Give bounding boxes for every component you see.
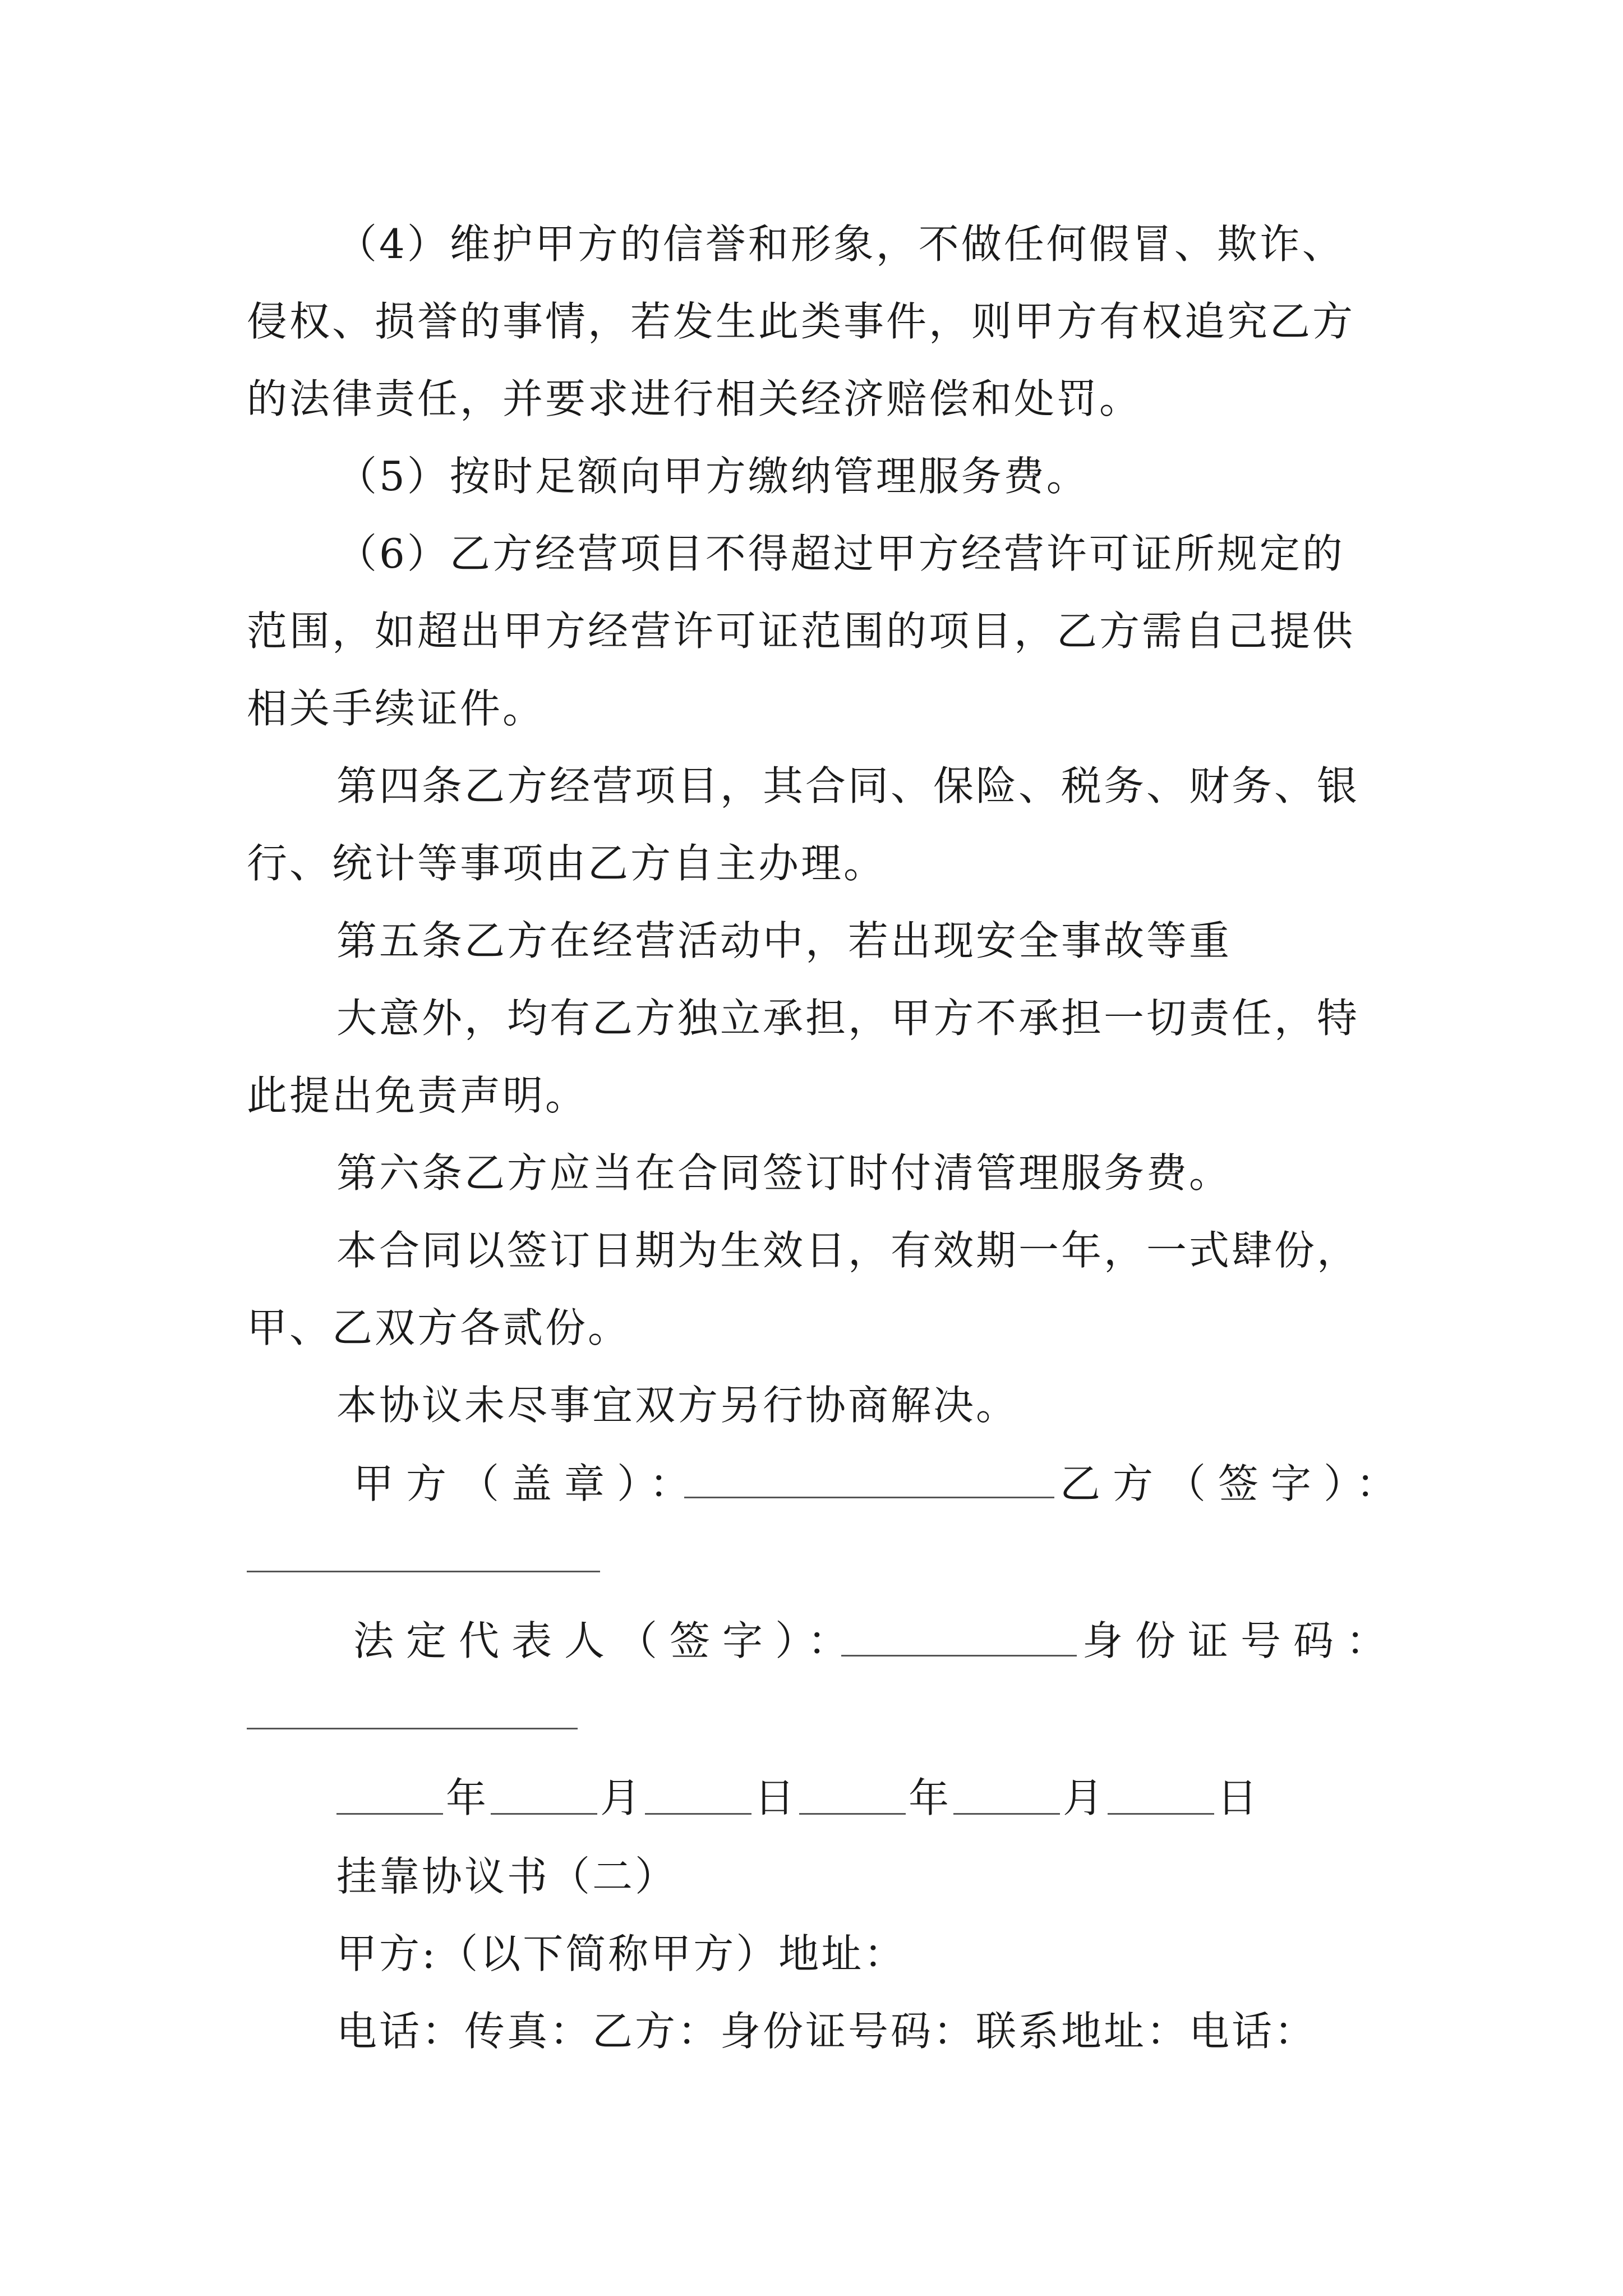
legal-rep-label: 法定代表人（签字）： (353, 1617, 861, 1664)
article-4-line-2: 行、统计等事项由乙方自主办理。 (247, 840, 887, 887)
day-2-label: 日 (1217, 1774, 1260, 1821)
article-4-line-1: 第四条乙方经营项目，其合同、保险、税务、财务、银 (336, 762, 1360, 809)
day-1-blank (645, 1813, 751, 1815)
id-number-label: 身份证号码： (1082, 1617, 1399, 1664)
clause-6-line-3: 相关手续证件。 (247, 685, 546, 732)
clause-4-line-2: 侵权、损誉的事情，若发生此类事件，则甲方有权追究乙方 (247, 298, 1355, 345)
year-1-label: 年 (446, 1774, 489, 1821)
month-1-label: 月 (600, 1774, 643, 1821)
clause-6-line-1: （6）乙方经营项目不得超过甲方经营许可证所规定的 (336, 530, 1345, 577)
legal-rep-blank (841, 1655, 1077, 1657)
contract-term-line-3: 本协议未尽事宜双方另行协商解决。 (336, 1382, 1019, 1429)
year-2-label: 年 (909, 1774, 952, 1821)
party-b-signature-blank (247, 1571, 600, 1572)
article-6-line-1: 第六条乙方应当在合同签订时付清管理服务费。 (336, 1149, 1232, 1197)
article-5-line-3: 此提出免责声明。 (247, 1072, 588, 1119)
clause-6-line-2: 范围，如超出甲方经营许可证范围的项目，乙方需自己提供 (247, 608, 1355, 655)
party-b-signature-label: 乙方（签字）： (1060, 1460, 1409, 1507)
party-a-seal-label: 甲方（盖章）： (353, 1460, 703, 1507)
contract-term-line-1: 本合同以签订日期为生效日，有效期一年，一式肆份， (336, 1227, 1360, 1274)
day-2-blank (1108, 1813, 1214, 1815)
month-2-label: 月 (1063, 1774, 1106, 1821)
party-a-seal-blank (684, 1497, 1054, 1498)
second-agreement-title: 挂靠协议书（二） (336, 1853, 678, 1900)
month-2-blank (953, 1813, 1060, 1815)
month-1-blank (491, 1813, 597, 1815)
second-agreement-party-a: 甲方:（以下简称甲方）地址： (336, 1930, 907, 1977)
day-1-label: 日 (754, 1774, 797, 1821)
article-5-line-2: 大意外，均有乙方独立承担，甲方不承担一切责任，特 (336, 995, 1360, 1042)
clause-5-line-1: （5）按时足额向甲方缴纳管理服务费。 (336, 453, 1089, 500)
article-5-line-1: 第五条乙方在经营活动中，若出现安全事故等重 (336, 917, 1232, 964)
id-number-blank (247, 1728, 578, 1729)
clause-4-line-1: （4）维护甲方的信誉和形象，不做任何假冒、欺诈、 (336, 220, 1345, 268)
year-1-blank (336, 1813, 443, 1815)
contract-term-line-2: 甲、乙双方各贰份。 (247, 1304, 631, 1351)
clause-4-line-3: 的法律责任，并要求进行相关经济赔偿和处罚。 (247, 375, 1142, 422)
year-2-blank (799, 1813, 906, 1815)
second-agreement-contact: 电话：传真：乙方：身份证号码：联系地址：电话： (336, 2008, 1317, 2055)
